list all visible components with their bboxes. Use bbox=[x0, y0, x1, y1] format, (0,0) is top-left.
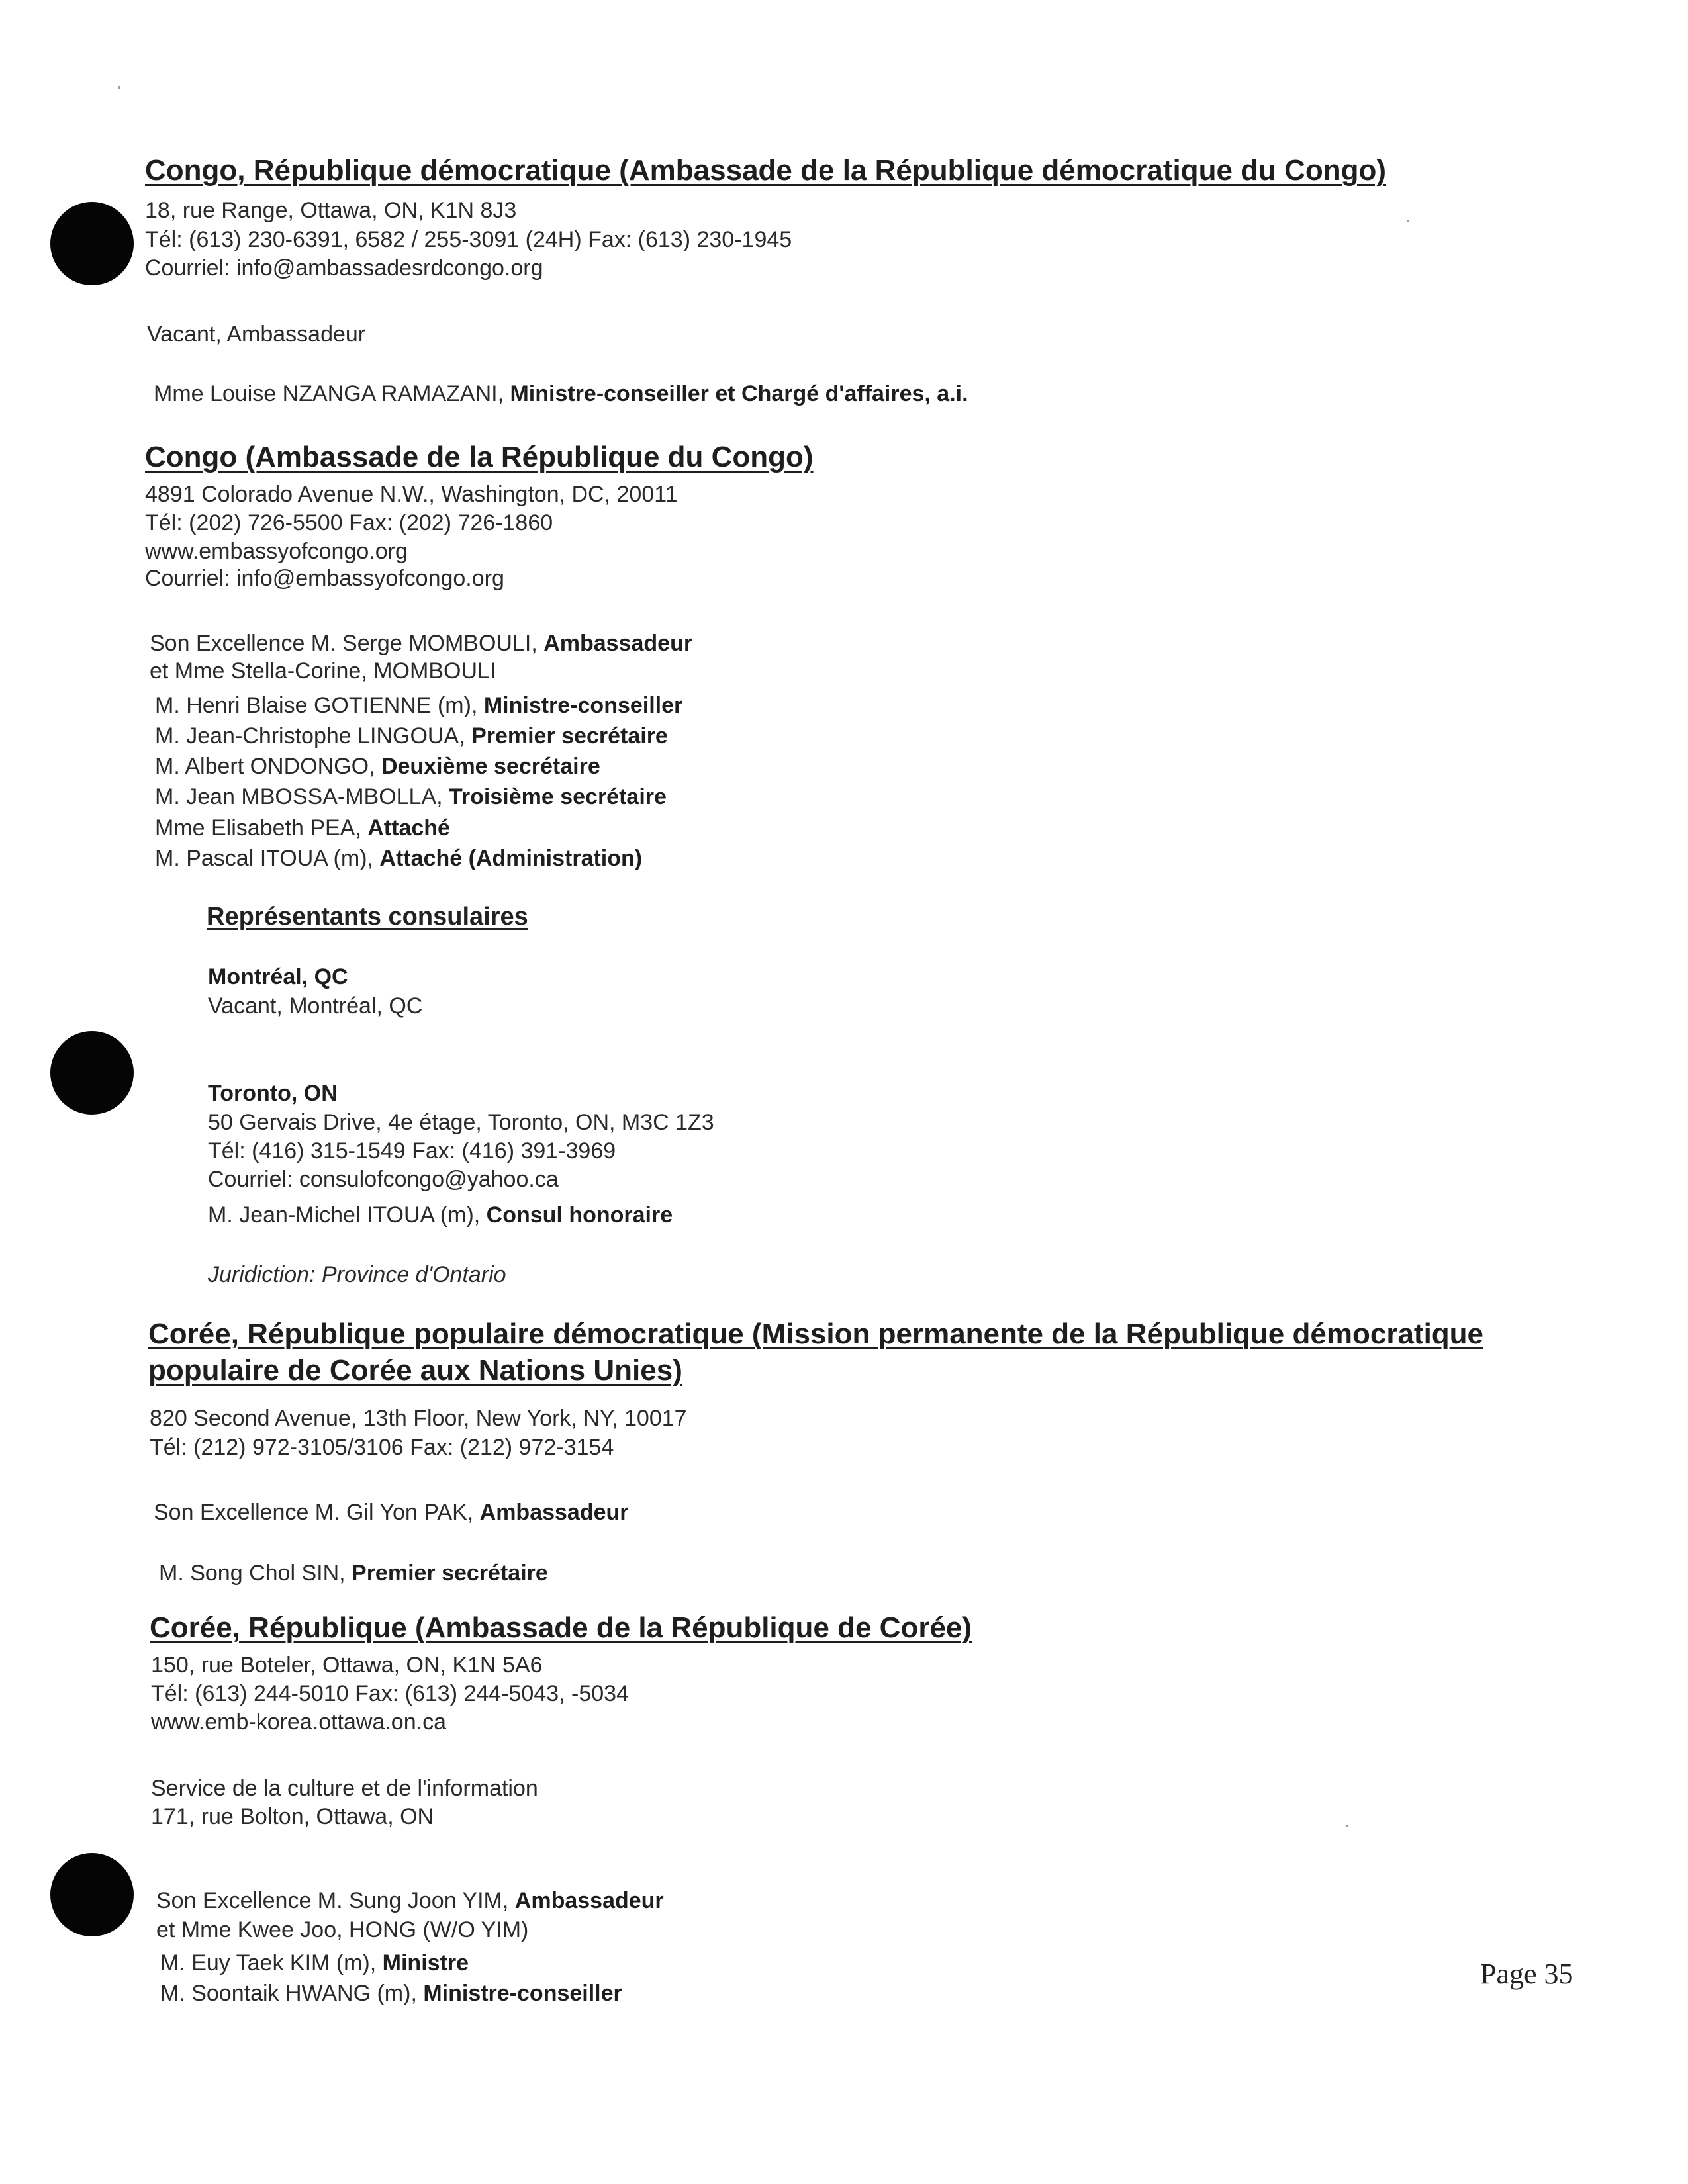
staff-name: M. Jean-Michel ITOUA (m), bbox=[208, 1203, 487, 1228]
staff-title: Deuxième secrétaire bbox=[381, 754, 600, 779]
consular-email: Courriel: consulofcongo@yahoo.ca bbox=[208, 1167, 559, 1192]
address: 4891 Colorado Avenue N.W., Washington, DC, 20011 bbox=[145, 482, 678, 507]
section-heading-coree: Corée, République (Ambassade de la République de Corée) bbox=[150, 1612, 972, 1644]
consular-city: Montréal, QC bbox=[208, 964, 348, 989]
staff-line bbox=[156, 1888, 664, 1914]
staff-line bbox=[155, 753, 600, 780]
staff-title: Ministre-conseiller bbox=[483, 693, 683, 718]
punch-hole-middle bbox=[50, 1031, 134, 1115]
staff-title: Premier secrétaire bbox=[471, 723, 668, 749]
website: www.embassyofcongo.org bbox=[145, 539, 408, 564]
service-address: 171, rue Bolton, Ottawa, ON bbox=[151, 1804, 434, 1829]
section-heading-coree-rpd: Corée, République populaire démocratique (Mission permanente de la République démocratique bbox=[148, 1318, 1484, 1350]
staff-name: Son Excellence M. Sung Joon YIM, bbox=[156, 1888, 515, 1913]
section-heading-congo: Congo (Ambassade de la République du Congo) bbox=[145, 441, 814, 473]
staff-line bbox=[156, 1917, 528, 1943]
staff-title: Troisième secrétaire bbox=[449, 784, 667, 809]
staff-line bbox=[160, 1980, 622, 2007]
staff-name: M. Albert ONDONGO, bbox=[155, 754, 381, 779]
punch-hole-bottom bbox=[50, 1853, 134, 1936]
staff-line bbox=[150, 658, 496, 684]
staff-name: M. Soontaik HWANG (m), bbox=[160, 1981, 424, 2006]
staff-title: Ministre-conseiller et Chargé d'affaires, a.i. bbox=[510, 381, 968, 406]
staff-name: M. Jean-Christophe LINGOUA, bbox=[155, 723, 472, 749]
scan-speck bbox=[118, 86, 120, 89]
staff-name: Mme Elisabeth PEA, bbox=[155, 815, 368, 841]
staff-line bbox=[160, 1950, 469, 1976]
staff-name: M. Euy Taek KIM (m), bbox=[160, 1950, 383, 1976]
page-number: Page 35 bbox=[1480, 1958, 1573, 1990]
section-heading-coree-rpd-line2: populaire de Corée aux Nations Unies) bbox=[148, 1354, 682, 1387]
consul-line bbox=[208, 1202, 673, 1228]
staff-name: M. Jean MBOSSA-MBOLLA, bbox=[155, 784, 449, 809]
address: 150, rue Boteler, Ottawa, ON, K1N 5A6 bbox=[151, 1653, 543, 1678]
service-name: Service de la culture et de l'information bbox=[151, 1776, 538, 1801]
address: 18, rue Range, Ottawa, ON, K1N 8J3 bbox=[145, 198, 517, 223]
email: Courriel: info@embassyofcongo.org bbox=[145, 566, 504, 591]
staff-name: M. Pascal ITOUA (m), bbox=[155, 846, 380, 871]
staff-line bbox=[155, 815, 450, 841]
phone-fax: Tél: (212) 972-3105/3106 Fax: (212) 972-3154 bbox=[150, 1435, 614, 1460]
staff-name: et Mme Stella-Corine, MOMBOULI bbox=[150, 659, 496, 684]
staff-line bbox=[155, 845, 642, 872]
section-heading-congo-rdc: Congo, République démocratique (Ambassade de la République démocratique du Congo) bbox=[145, 154, 1387, 187]
punch-hole-top bbox=[50, 202, 134, 285]
jurisdiction: Juridiction: Province d'Ontario bbox=[208, 1262, 506, 1287]
staff-line bbox=[155, 723, 668, 749]
staff-name: Mme Louise NZANGA RAMAZANI, bbox=[154, 381, 510, 406]
staff-name: et Mme Kwee Joo, HONG (W/O YIM) bbox=[156, 1917, 529, 1942]
consular-heading: Représentants consulaires bbox=[207, 903, 528, 931]
consular-city: Toronto, ON bbox=[208, 1081, 338, 1106]
staff-title: Attaché bbox=[367, 815, 450, 841]
staff-title: Ministre bbox=[382, 1950, 469, 1976]
staff-line bbox=[150, 630, 692, 657]
consular-phone-fax: Tél: (416) 315-1549 Fax: (416) 391-3969 bbox=[208, 1138, 616, 1163]
staff-name: M. Song Chol SIN, bbox=[159, 1561, 352, 1586]
phone-fax: Tél: (613) 230-6391, 6582 / 255-3091 (24H) Fax: (613) 230-1945 bbox=[145, 227, 792, 252]
staff-line bbox=[154, 1499, 629, 1525]
staff-line bbox=[154, 381, 968, 407]
staff-title: Attaché (Administration) bbox=[379, 846, 643, 871]
address: 820 Second Avenue, 13th Floor, New York, NY, 10017 bbox=[150, 1406, 687, 1431]
staff-title: Consul honoraire bbox=[486, 1203, 673, 1228]
staff-title: Ambassadeur bbox=[543, 631, 693, 656]
staff-title: Ministre-conseiller bbox=[423, 1981, 622, 2006]
website: www.emb-korea.ottawa.on.ca bbox=[151, 1709, 446, 1735]
consular-line: Vacant, Montréal, QC bbox=[208, 993, 423, 1019]
staff-line bbox=[159, 1560, 548, 1586]
staff-line: Vacant, Ambassadeur bbox=[147, 322, 366, 347]
scan-speck bbox=[1346, 1825, 1348, 1827]
email: Courriel: info@ambassadesrdcongo.org bbox=[145, 255, 543, 281]
phone-fax: Tél: (202) 726-5500 Fax: (202) 726-1860 bbox=[145, 510, 553, 535]
staff-line bbox=[155, 692, 682, 719]
staff-title: Ambassadeur bbox=[514, 1888, 664, 1913]
scan-speck bbox=[1407, 220, 1409, 222]
phone-fax: Tél: (613) 244-5010 Fax: (613) 244-5043, -5034 bbox=[151, 1681, 630, 1706]
staff-title: Premier secrétaire bbox=[352, 1561, 548, 1586]
staff-name: M. Henri Blaise GOTIENNE (m), bbox=[155, 693, 484, 718]
staff-line bbox=[155, 784, 667, 810]
staff-name: Son Excellence M. Serge MOMBOULI, bbox=[150, 631, 544, 656]
consular-address: 50 Gervais Drive, 4e étage, Toronto, ON, M3C 1Z3 bbox=[208, 1110, 714, 1135]
staff-title: Ambassadeur bbox=[479, 1500, 629, 1525]
staff-name: Son Excellence M. Gil Yon PAK, bbox=[154, 1500, 480, 1525]
